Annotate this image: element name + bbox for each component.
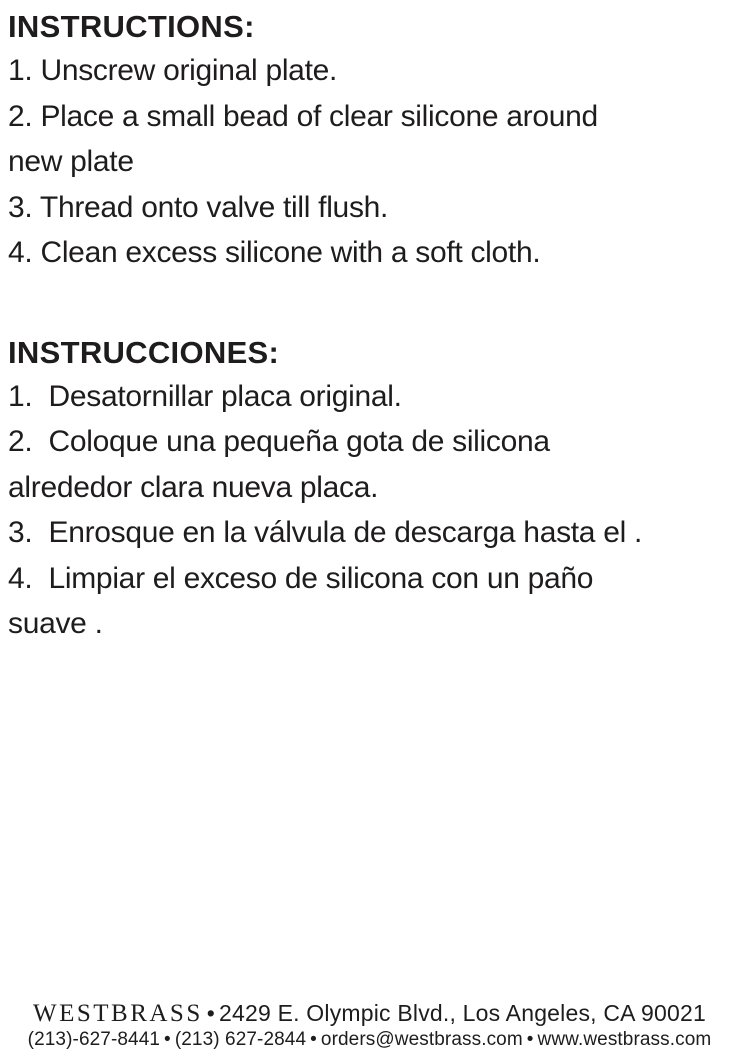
- brand-name: WESTBRASS: [32, 1000, 203, 1027]
- street-address: 2429 E. Olympic Blvd., Los Angeles, CA 90021: [219, 1000, 706, 1026]
- instruction-es-step-3: 3. Enrosque en la válvula de descarga hasta el .: [8, 516, 643, 549]
- instruction-en-step-1: 1. Unscrew original plate.: [8, 54, 338, 87]
- instructions-en-heading: INSTRUCTIONS:: [8, 9, 255, 44]
- email-address: orders@westbrass.com: [320, 1029, 523, 1050]
- instructions-english-section: [8, 5, 731, 276]
- instruction-es-step-4-continued: suave .: [8, 607, 103, 640]
- bullet-separator: •: [164, 1029, 171, 1050]
- instruction-es-step-4: 4. Limpiar el exceso de silicona con un paño: [8, 561, 594, 595]
- website-url: www.westbrass.com: [537, 1029, 712, 1050]
- instruction-en-step-2: 2. Place a small bead of clear silicone around: [8, 99, 598, 133]
- instruction-es-step-2: 2. Coloque una pequeña gota de silicona: [8, 425, 550, 458]
- instruction-es-step-1: 1. Desatornillar placa original.: [8, 379, 402, 413]
- instruction-es-step-2-continued: alrededor clara nueva placa.: [8, 470, 379, 504]
- instruction-en-step-3: 3. Thread onto valve till flush.: [8, 190, 389, 224]
- phone-number-1: (213)-627-8441: [27, 1029, 161, 1050]
- instructions-es-heading: INSTRUCCIONES:: [8, 334, 280, 370]
- footer-address-line: [0, 999, 739, 1028]
- bullet-separator: •: [310, 1029, 317, 1050]
- instruction-en-step-4: 4. Clean excess silicone with a soft cloth.: [8, 236, 541, 269]
- instruction-en-step-2-continued: new plate: [8, 145, 134, 178]
- instructions-spanish-section: [8, 331, 731, 647]
- bullet-separator: •: [526, 1029, 534, 1050]
- footer: [0, 999, 739, 1052]
- bullet-separator: •: [206, 1000, 216, 1026]
- phone-number-2: (213) 627-2844: [174, 1029, 307, 1050]
- footer-contact-line: [0, 1028, 739, 1052]
